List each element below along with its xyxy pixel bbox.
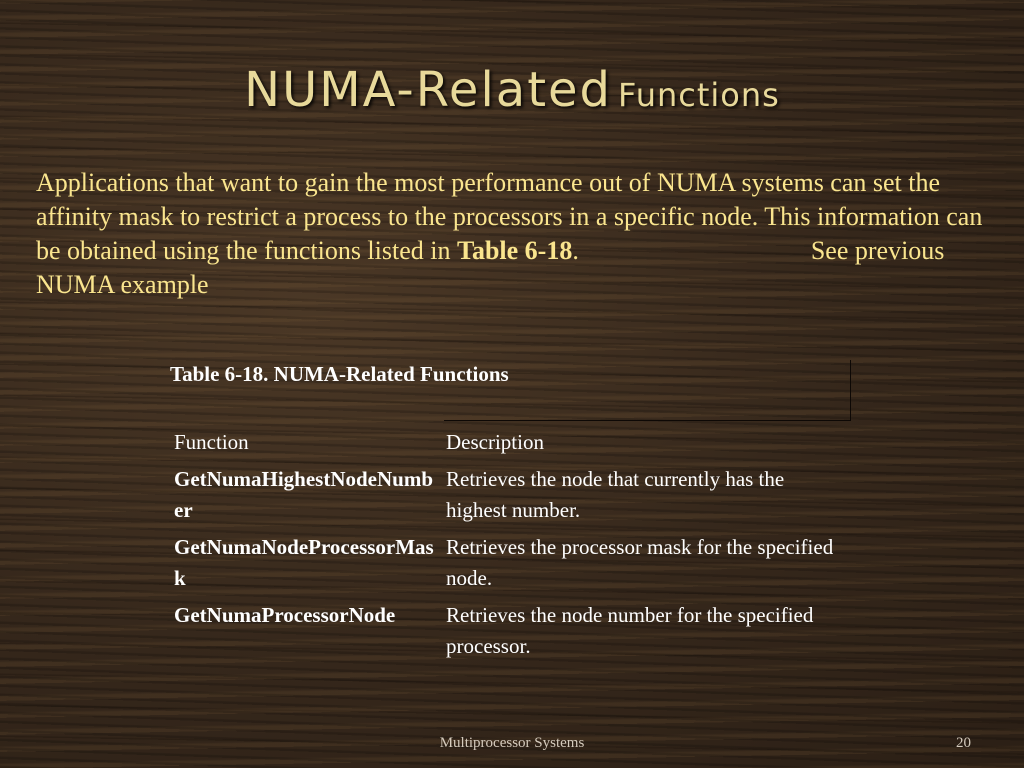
title-secondary: Functions	[618, 76, 780, 114]
header-description: Description	[446, 430, 544, 454]
function-name: GetNumaNodeProcessorMask	[174, 535, 434, 590]
table-reference: Table 6-18	[457, 236, 573, 265]
title-main: NUMA-Related	[244, 62, 613, 118]
table-header-row	[168, 424, 842, 461]
see-previous-note: See previous NUMA example	[36, 236, 945, 299]
slide-title	[0, 62, 1024, 118]
header-function: Function	[174, 430, 249, 454]
table-row	[168, 597, 842, 665]
function-description: Retrieves the node number for the specified processor.	[446, 603, 814, 658]
function-name: GetNumaHighestNodeNumber	[174, 467, 434, 522]
functions-table	[168, 424, 842, 665]
body-paragraph	[36, 166, 986, 302]
table-row	[168, 529, 842, 597]
function-description: Retrieves the processor mask for the specified node.	[446, 535, 834, 590]
body-text-before: Applications that want to gain the most performance out of NUMA systems can set the affinity mask to restrict a process to the processors in a specific node. This information can be obtained using the functions listed in	[36, 168, 983, 265]
caption-border-horizontal	[444, 420, 851, 421]
function-description: Retrieves the node that currently has the highest number.	[446, 467, 785, 522]
page-number: 20	[956, 735, 971, 751]
caption-border-vertical	[850, 360, 851, 420]
function-name: GetNumaProcessorNode	[174, 603, 396, 627]
footer-text: Multiprocessor Systems	[439, 735, 585, 751]
table-row	[168, 461, 842, 529]
body-text-after: .	[572, 236, 579, 265]
table-caption: Table 6-18. NUMA-Related Functions	[170, 362, 509, 386]
